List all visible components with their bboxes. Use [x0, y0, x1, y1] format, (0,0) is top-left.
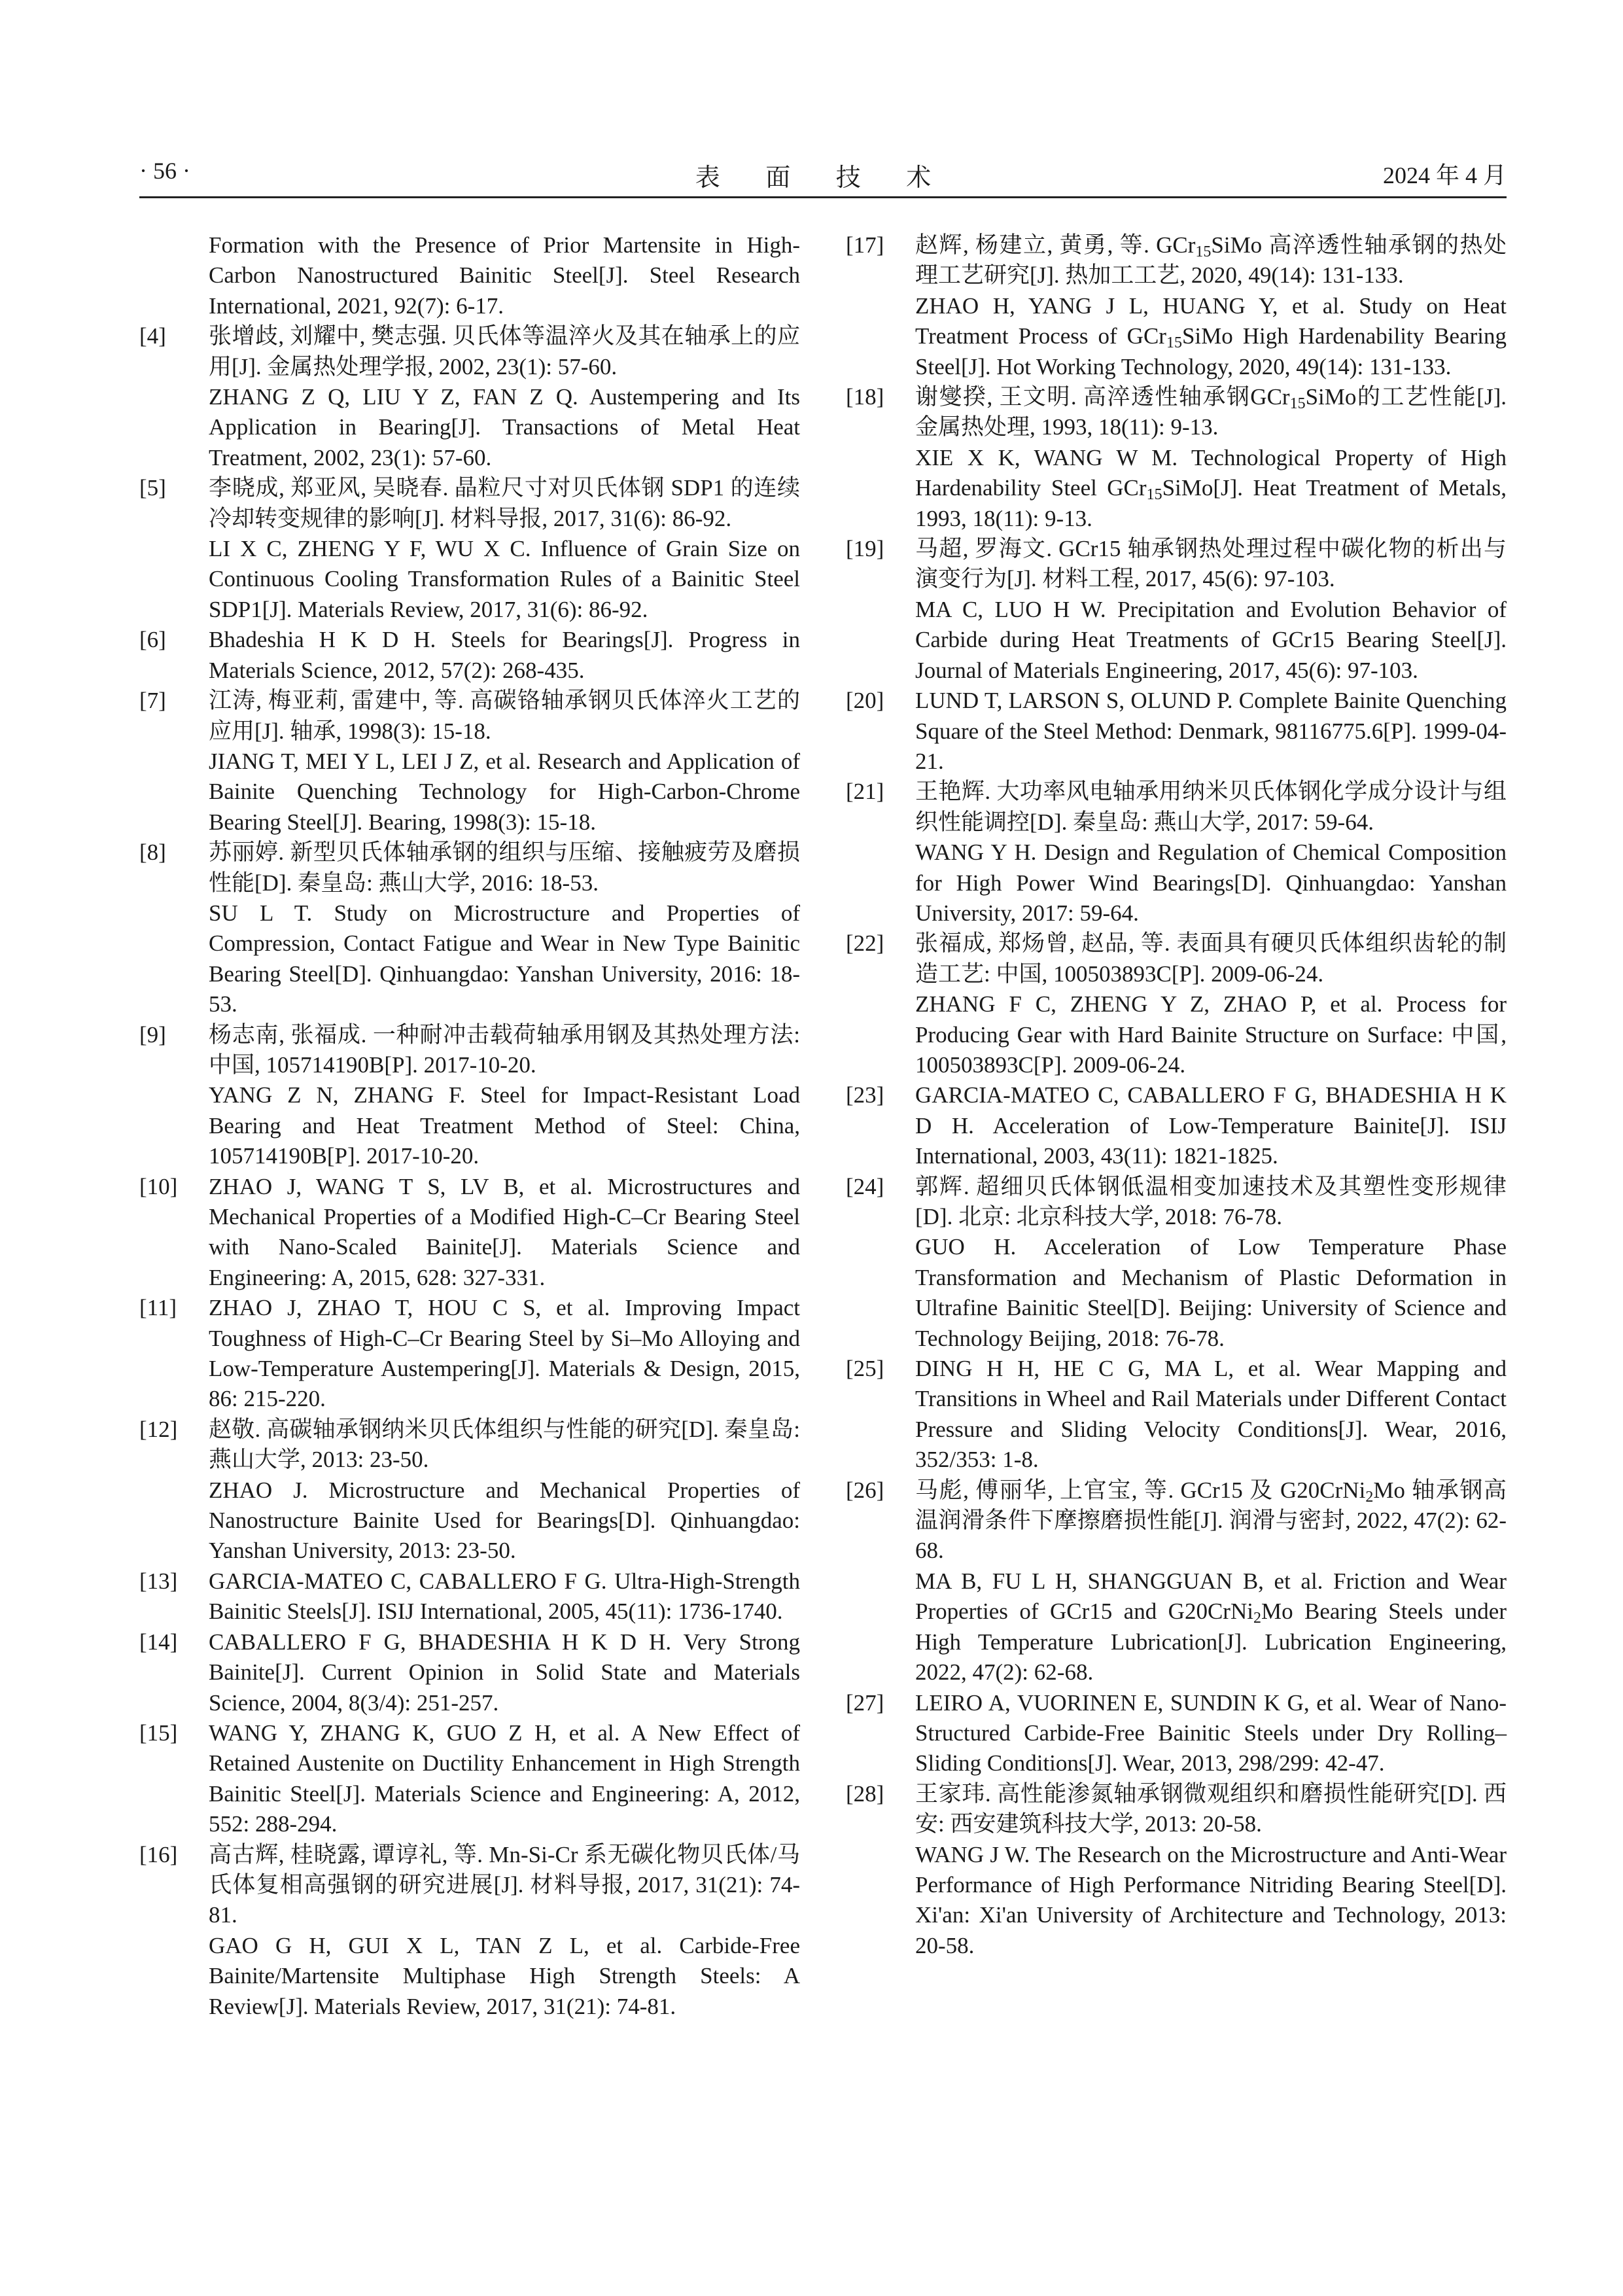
subscript: 15: [1289, 395, 1306, 413]
reference-10: [139, 1172, 800, 1294]
reference-number: [26]: [846, 1477, 884, 1503]
text-part: XIE X K, WANG W M. Technological Property of High Hardenability Steel GCr: [915, 444, 1507, 501]
reference-text-en: LEIRO A, VUORINEN E, SUNDIN K G, et al. Wear of Nano-Structured Carbide-Free Bainitic Steels under Dry Rolling–Sliding Conditions[J]. Wear, 2013, 298/299: 42-47.: [915, 1689, 1507, 1776]
text-part: Mo 轴承钢高温润滑条件下摩擦磨损性能[J]. 润滑与密封, 2022, 47(2): 62-68.: [915, 1477, 1507, 1564]
text-part: Mo Bearing Steels under High Temperature Lubrication[J]. Lubrication Engineering, 2022, 47(2): 62-68.: [915, 1598, 1507, 1686]
reference-9: [139, 1020, 800, 1172]
reference-number: [14]: [139, 1629, 178, 1655]
reference-number: [10]: [139, 1173, 178, 1199]
reference-11: [139, 1293, 800, 1415]
reference-text-en: ZHAO J, ZHAO T, HOU C S, et al. Improving Impact Toughness of High-C–Cr Bearing Steel by Si–Mo Alloying and Low-Temperature Austempering[J]. Materials & Design, 2015, 86: 215-220.: [209, 1295, 800, 1412]
reference-19: [846, 534, 1507, 686]
reference-text-en: ZHANG Z Q, LIU Y Z, FAN Z Q. Austempering and Its Application in Bearing[J]. Transactions of Metal Heat Treatment, 2002, 23(1): 57-60.: [209, 384, 800, 470]
reference-4: [139, 321, 800, 473]
reference-text-zh: 王家玮. 高性能渗氮轴承钢微观组织和磨损性能研究[D]. 西安: 西安建筑科技大学, 2013: 20-58.: [915, 1780, 1507, 1837]
reference-16: [139, 1840, 800, 2022]
text-part: SiMo 高淬透性轴承钢的热处理工艺研究[J]. 热加工工艺, 2020, 49(14): 131-133.: [915, 232, 1507, 289]
reference-28: [846, 1779, 1507, 1961]
reference-13: [139, 1566, 800, 1627]
reference-number: [4]: [139, 323, 166, 349]
reference-number: [28]: [846, 1780, 884, 1807]
reference-6: [139, 625, 800, 686]
reference-22: [846, 928, 1507, 1080]
references-right-column: [846, 230, 1507, 1961]
reference-text-en: SU L T. Study on Microstructure and Properties of Compression, Contact Fatigue and Wear in New Type Bainitic Bearing Steel[D]. Qinhuangdao: Yanshan University, 2016: 18-53.: [209, 900, 800, 1017]
reference-text-zh: 张福成, 郑炀曾, 赵品, 等. 表面具有硬贝氏体组织齿轮的制造工艺: 中国, 100503893C[P]. 2009-06-24.: [915, 930, 1507, 987]
reference-text-en: [915, 443, 1507, 534]
reference-text-en: WANG Y, ZHANG K, GUO Z H, et al. A New Effect of Retained Austenite on Ductility Enhancement in High Strength Bainitic Steel[J]. Materials Science and Engineering: A, 2012, 552: 288-294.: [209, 1720, 800, 1837]
reference-text-en: GARCIA-MATEO C, CABALLERO F G. Ultra-High-Strength Bainitic Steels[J]. ISIJ International, 2005, 45(11): 1736-1740.: [209, 1568, 800, 1625]
reference-text-zh: 马超, 罗海文. GCr15 轴承钢热处理过程中碳化物的析出与演变行为[J]. 材料工程, 2017, 45(6): 97-103.: [915, 536, 1507, 592]
reference-number: [16]: [139, 1841, 178, 1867]
reference-17: [846, 230, 1507, 382]
reference-text-zh: [915, 382, 1507, 443]
reference-text-zh: 王艳辉. 大功率风电轴承用纳米贝氏体钢化学成分设计与组织性能调控[D]. 秦皇岛: 燕山大学, 2017: 59-64.: [915, 779, 1507, 835]
reference-5: [139, 473, 800, 625]
reference-number: [11]: [139, 1295, 177, 1321]
reference-number: [12]: [139, 1416, 178, 1442]
reference-number: [15]: [139, 1720, 178, 1746]
reference-21: [846, 777, 1507, 928]
reference-text-en: ZHAO J. Microstructure and Mechanical Properties of Nanostructure Bainite Used for Bearings[D]. Qinhuangdao: Yanshan University, 2013: 23-50.: [209, 1477, 800, 1564]
reference-number: [9]: [139, 1021, 166, 1048]
reference-25: [846, 1354, 1507, 1475]
text-part: SiMo High Hardenability Bearing Steel[J]. Hot Working Technology, 2020, 49(14): 131-133.: [915, 323, 1507, 380]
reference-text-en: YANG Z N, ZHANG F. Steel for Impact-Resistant Load Bearing and Heat Treatment Method of Steel: China, 105714190B[P]. 2017-10-20.: [209, 1082, 800, 1169]
reference-text-en: JIANG T, MEI Y L, LEI J Z, et al. Research and Application of Bainite Quenching Technology for High-Carbon-Chrome Bearing Steel[J]. Bearing, 1998(3): 15-18.: [209, 748, 800, 835]
reference-continuation: Formation with the Presence of Prior Martensite in High-Carbon Nanostructured Bainitic Steel[J]. Steel Research International, 2021, 92(7): 6-17.: [209, 232, 800, 319]
reference-number: [6]: [139, 627, 166, 653]
text-part: 赵辉, 杨建立, 黄勇, 等. GCr: [915, 232, 1196, 258]
reference-text-en: MA C, LUO H W. Precipitation and Evolution Behavior of Carbide during Heat Treatments of GCr15 Bearing Steel[J]. Journal of Materials Engineering, 2017, 45(6): 97-103.: [915, 596, 1507, 683]
reference-number: [21]: [846, 779, 884, 805]
reference-12: [139, 1415, 800, 1566]
reference-number: [24]: [846, 1173, 884, 1199]
reference-number: [19]: [846, 536, 884, 562]
reference-number: [25]: [846, 1356, 884, 1382]
reference-text-zh: 苏丽婷. 新型贝氏体轴承钢的组织与压缩、接触疲劳及磨损性能[D]. 秦皇岛: 燕山大学, 2016: 18-53.: [209, 839, 800, 896]
reference-number: [27]: [846, 1689, 884, 1716]
reference-number: [13]: [139, 1568, 178, 1594]
reference-text-zh: 郭辉. 超细贝氏体钢低温相变加速技术及其塑性变形规律[D]. 北京: 北京科技大学, 2018: 76-78.: [915, 1173, 1507, 1229]
page-number: · 56 ·: [139, 158, 190, 184]
reference-7: [139, 686, 800, 838]
reference-text-zh: 江涛, 梅亚莉, 雷建中, 等. 高碳铬轴承钢贝氏体淬火工艺的应用[J]. 轴承, 1998(3): 15-18.: [209, 688, 800, 744]
journal-title: 表 面 技 术: [695, 164, 951, 192]
reference-text-en: ZHAO J, WANG T S, LV B, et al. Microstructures and Mechanical Properties of a Modified High-C–Cr Bearing Steel with Nano-Scaled Bainite[J]. Materials Science and Engineering: A, 2015, 628: 327-331.: [209, 1173, 800, 1290]
reference-text-zh: 张增歧, 刘耀中, 樊志强. 贝氏体等温淬火及其在轴承上的应用[J]. 金属热处理学报, 2002, 23(1): 57-60.: [209, 323, 800, 380]
reference-number: [8]: [139, 839, 166, 866]
reference-text-en: ZHANG F C, ZHENG Y Z, ZHAO P, et al. Process for Producing Gear with Hard Bainite Structure on Surface: 中国, 100503893C[P]. 2009-06-24.: [915, 991, 1507, 1078]
reference-text-en: GAO G H, GUI X L, TAN Z L, et al. Carbide-Free Bainite/Martensite Multiphase High Strength Steels: A Review[J]. Materials Review, 2017, 31(21): 74-81.: [209, 1932, 800, 2019]
reference-text-en: Bhadeshia H K D H. Steels for Bearings[J]. Progress in Materials Science, 2012, 57(2): 268-435.: [209, 627, 800, 683]
reference-text-en: [915, 291, 1507, 382]
subscript: 2: [1253, 1610, 1261, 1627]
text-part: ZHAO H, YANG J L, HUANG Y, et al. Study on Heat Treatment Process of GCr: [915, 292, 1507, 349]
text-part: SiMo的工艺性能[J]. 金属热处理, 1993, 18(11): 9-13.: [915, 384, 1507, 440]
reference-14: [139, 1627, 800, 1718]
reference-text-zh: 高古辉, 桂晓露, 谭谆礼, 等. Mn-Si-Cr 系无碳化物贝氏体/马氏体复相高强钢的研究进展[J]. 材料导报, 2017, 31(21): 74-81.: [209, 1841, 800, 1928]
reference-text-zh: [915, 230, 1507, 291]
issue-date: 2024 年 4 月: [1382, 162, 1507, 188]
reference-text-en: WANG J W. The Research on the Microstructure and Anti-Wear Performance of High Performance Nitriding Bearing Steel[D]. Xi'an: Xi'an University of Architecture and Technology, 2013: 20-58.: [915, 1841, 1507, 1958]
reference-number: [23]: [846, 1082, 884, 1108]
reference-text-en: DING H H, HE C G, MA L, et al. Wear Mapping and Transitions in Wheel and Rail Materials under Different Contact Pressure and Sliding Velocity Conditions[J]. Wear, 2016, 352/353: 1-8.: [915, 1356, 1507, 1473]
reference-number: [22]: [846, 930, 884, 957]
text-part: 谢燮揆, 王文明. 高淬透性轴承钢GCr: [915, 384, 1290, 410]
reference-text-en: WANG Y H. Design and Regulation of Chemical Composition for High Power Wind Bearings[D]. Qinhuangdao: Yanshan University, 2017: 59-64.: [915, 839, 1507, 926]
reference-number: [7]: [139, 688, 166, 714]
reference-15: [139, 1718, 800, 1840]
page-header: [139, 157, 1507, 198]
subscript: 15: [1195, 243, 1212, 260]
text-part: 马彪, 傅丽华, 上官宝, 等. GCr15 及 G20CrNi: [915, 1477, 1366, 1503]
subscript: 15: [1146, 486, 1162, 504]
reference-text-zh: 赵敬. 高碳轴承钢纳米贝氏体组织与性能的研究[D]. 秦皇岛: 燕山大学, 2013: 23-50.: [209, 1416, 800, 1473]
reference-23: [846, 1080, 1507, 1171]
reference-number: [18]: [846, 384, 884, 410]
reference-text-zh: [915, 1475, 1507, 1566]
reference-24: [846, 1172, 1507, 1354]
text-part: MA B, FU L H, SHANGGUAN B, et al. Friction and Wear Properties of GCr15 and G20CrNi: [915, 1568, 1507, 1625]
reference-27: [846, 1688, 1507, 1779]
reference-text-en: LUND T, LARSON S, OLUND P. Complete Bainite Quenching Square of the Steel Method: Denmark, 98116775.6[P]. 1999-04-21.: [915, 688, 1507, 774]
reference-number: [20]: [846, 688, 884, 714]
text-part: SiMo[J]. Heat Treatment of Metals, 1993, 18(11): 9-13.: [915, 475, 1507, 531]
reference-text-en: LI X C, ZHENG Y F, WU X C. Influence of Grain Size on Continuous Cooling Transformation Rules of a Bainitic Steel SDP1[J]. Materials Review, 2017, 31(6): 86-92.: [209, 536, 800, 622]
reference-text-en: [915, 1566, 1507, 1688]
reference-text-en: GUO H. Acceleration of Low Temperature Phase Transformation and Mechanism of Plastic Deformation in Ultrafine Bainitic Steel[D]. Beijing: University of Science and Technology Beijing, 2018: 76-78.: [915, 1234, 1507, 1351]
reference-18: [846, 382, 1507, 534]
reference-text-zh: 李晓成, 郑亚风, 吴晓春. 晶粒尺寸对贝氏体钢 SDP1 的连续冷却转变规律的影响[J]. 材料导报, 2017, 31(6): 86-92.: [209, 475, 800, 531]
reference-20: [846, 686, 1507, 777]
references-left-column: [139, 230, 800, 2022]
reference-26: [846, 1475, 1507, 1688]
reference-text-en: GARCIA-MATEO C, CABALLERO F G, BHADESHIA H K D H. Acceleration of Low-Temperature Bainite[J]. ISIJ International, 2003, 43(11): 1821-1825.: [915, 1082, 1507, 1169]
reference-number: [5]: [139, 475, 166, 501]
subscript: 2: [1365, 1488, 1374, 1506]
reference-8: [139, 838, 800, 1019]
reference-text-en: CABALLERO F G, BHADESHIA H K D H. Very Strong Bainite[J]. Current Opinion in Solid State and Materials Science, 2004, 8(3/4): 251-257.: [209, 1629, 800, 1716]
subscript: 15: [1166, 334, 1182, 352]
reference-number: [17]: [846, 232, 884, 258]
reference-text-zh: 杨志南, 张福成. 一种耐冲击载荷轴承用钢及其热处理方法: 中国, 105714190B[P]. 2017-10-20.: [209, 1021, 800, 1078]
